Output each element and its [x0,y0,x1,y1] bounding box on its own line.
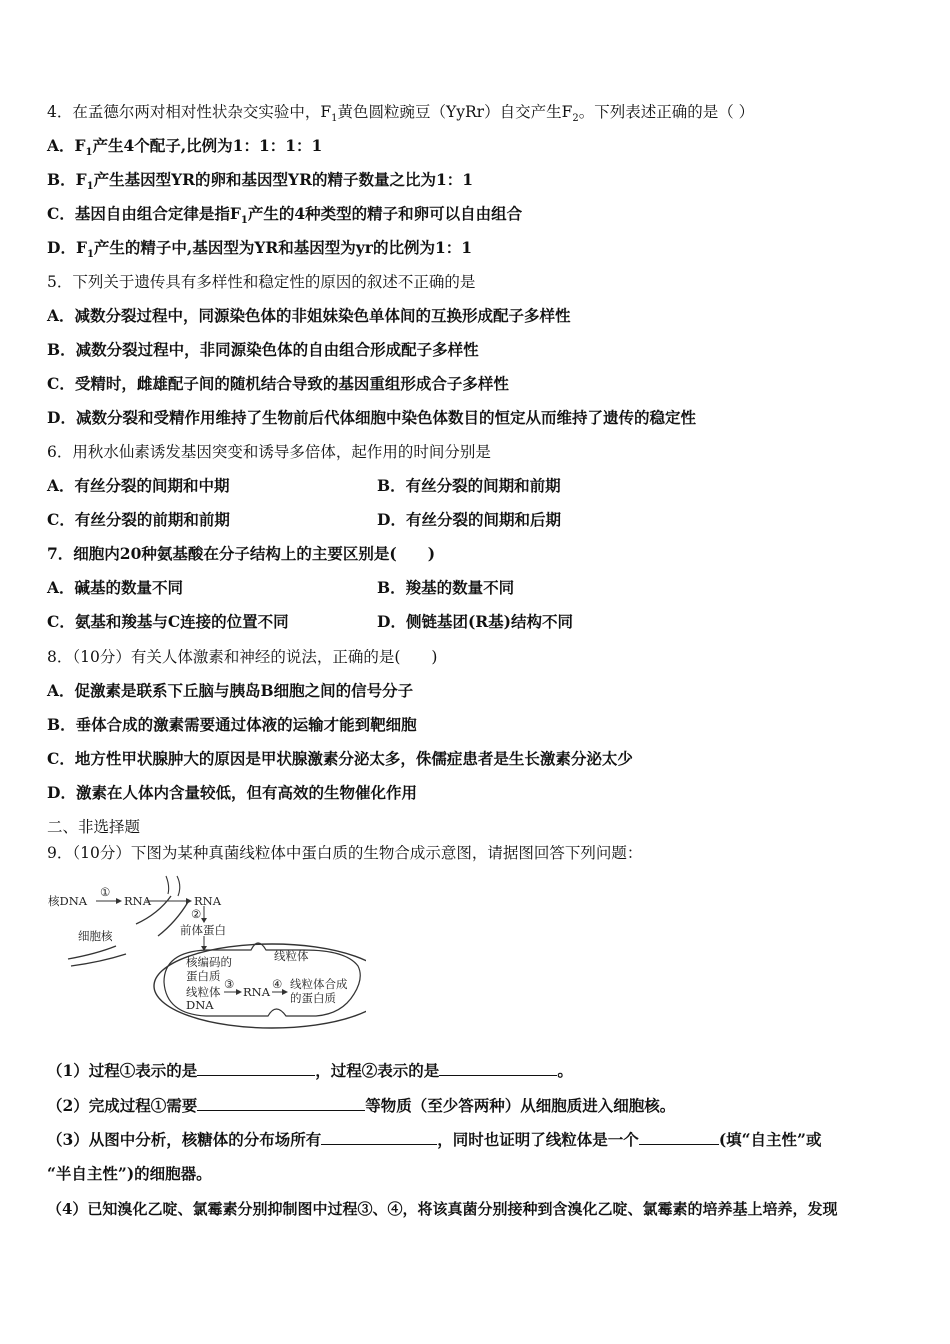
q4-option-d[interactable]: D．$F_1$产生的精子中,基因型为YR和基因型为yr的比例为1：1 [47,238,473,261]
mitochondrion-label: 线粒体 [274,949,309,963]
q9-part3-cont: “半自主性”)的细胞器。 [47,1164,212,1183]
q5-option-b[interactable]: B．减数分裂过程中，非同源染色体的自由组合形成配子多样性 [47,340,479,359]
q5-stem: 5．下列关于遗传具有多样性和稳定性的原因的叙述不正确的是 [47,273,476,291]
step2-label: ② [191,907,202,921]
q6-stem: 6．用秋水仙素诱发基因突变和诱导多倍体，起作用的时间分别是 [47,443,491,461]
q9-part2: （2）完成过程①需要 等物质（至少答两种）从细胞质进入细胞核。 [47,1096,676,1115]
q6-option-a[interactable]: A．有丝分裂的间期和中期 [47,476,230,495]
nucleus-label: 细胞核 [78,929,113,943]
section-heading: 二、非选择题 [47,818,141,836]
nuclear-dna-label: 核DNA [48,894,88,908]
step1-label: ① [100,885,111,899]
q9-stem: 9．（10分）下图为某种真菌线粒体中蛋白质的生物合成示意图，请据图回答下列问题： [47,844,643,862]
nuclear-encoded-label-1: 核编码的 [186,955,232,969]
q8-stem: 8．（10分）有关人体激素和神经的说法，正确的是( ) [47,648,438,666]
q7-stem: 7．细胞内20种氨基酸在分子结构上的主要区别是( ) [47,544,436,563]
mito-protein-label-1: 线粒体合成 [290,977,348,991]
step4-label: ④ [272,977,283,991]
rna1-label: RNA [124,894,152,908]
q8-option-c[interactable]: C．地方性甲状腺肿大的原因是甲状腺激素分泌太多，侏儒症患者是生长激素分泌太少 [47,749,633,768]
mtdna-label-1: 线粒体 [186,985,221,999]
q4-stem: 4．在孟德尔两对相对性状杂交实验中，$F_1$黄色圆粒豌豆（YyRr）自交产生$F_2$。下列表述正确的是（ ） [47,103,755,125]
q4-option-b[interactable]: B．$F_1$产生基因型YR的卵和基因型YR的精子数量之比为1：1 [47,170,474,193]
mito-protein-label-2: 的蛋白质 [290,991,336,1005]
q7-option-c[interactable]: C．氨基和羧基与C连接的位置不同 [47,612,289,631]
q9-part3: （3）从图中分析，核糖体的分布场所有 ，同时也证明了线粒体是一个 (填“自主性”或 [47,1130,822,1149]
q9-blank-3[interactable] [197,1094,365,1111]
precursor-label: 前体蛋白 [180,923,226,937]
q9-blank-4[interactable] [321,1128,437,1145]
q8-option-b[interactable]: B．垂体合成的激素需要通过体液的运输才能到靶细胞 [47,715,417,734]
q4-option-a[interactable]: A．$F_1$产生4个配子,比例为1：1：1：1 [47,136,323,159]
rna3-label: RNA [243,985,271,999]
q7-option-a[interactable]: A．碱基的数量不同 [47,578,184,597]
q9-blank-5[interactable] [639,1128,719,1145]
mtdna-label-2: DNA [186,998,214,1012]
q8-option-a[interactable]: A．促激素是联系下丘脑与胰岛B细胞之间的信号分子 [47,681,414,700]
step3-label: ③ [224,977,235,991]
q9-part4: （4）已知溴化乙啶、氯霉素分别抑制图中过程③、④，将该真菌分别接种到含溴化乙啶、氯霉素的培养基上培养，发现 [47,1200,838,1218]
q6-option-d[interactable]: D．有丝分裂的间期和后期 [377,510,561,529]
mitochondria-protein-diagram [46,874,366,1034]
q5-option-d[interactable]: D．减数分裂和受精作用维持了生物前后代体细胞中染色体数目的恒定从而维持了遗传的稳定性 [47,408,696,427]
q6-option-c[interactable]: C．有丝分裂的前期和前期 [47,510,230,529]
q9-blank-1[interactable] [197,1059,315,1076]
nuclear-encoded-label-2: 蛋白质 [186,969,221,983]
q6-option-b[interactable]: B．有丝分裂的间期和前期 [377,476,561,495]
q7-option-b[interactable]: B．羧基的数量不同 [377,578,515,597]
q9-part1: （1）过程①表示的是 ，过程②表示的是 。 [47,1061,573,1080]
q9-blank-2[interactable] [439,1059,557,1076]
rna2-label: RNA [194,894,222,908]
q8-option-d[interactable]: D．激素在人体内含量较低，但有高效的生物催化作用 [47,783,417,802]
q7-option-d[interactable]: D．侧链基团(R基)结构不同 [377,612,573,631]
q5-option-c[interactable]: C．受精时，雌雄配子间的随机结合导致的基因重组形成合子多样性 [47,374,509,393]
q5-option-a[interactable]: A．减数分裂过程中，同源染色体的非姐妹染色单体间的互换形成配子多样性 [47,306,571,325]
q4-option-c[interactable]: C．基因自由组合定律是指$F_1$产生的4种类型的精子和卵可以自由组合 [47,204,523,227]
